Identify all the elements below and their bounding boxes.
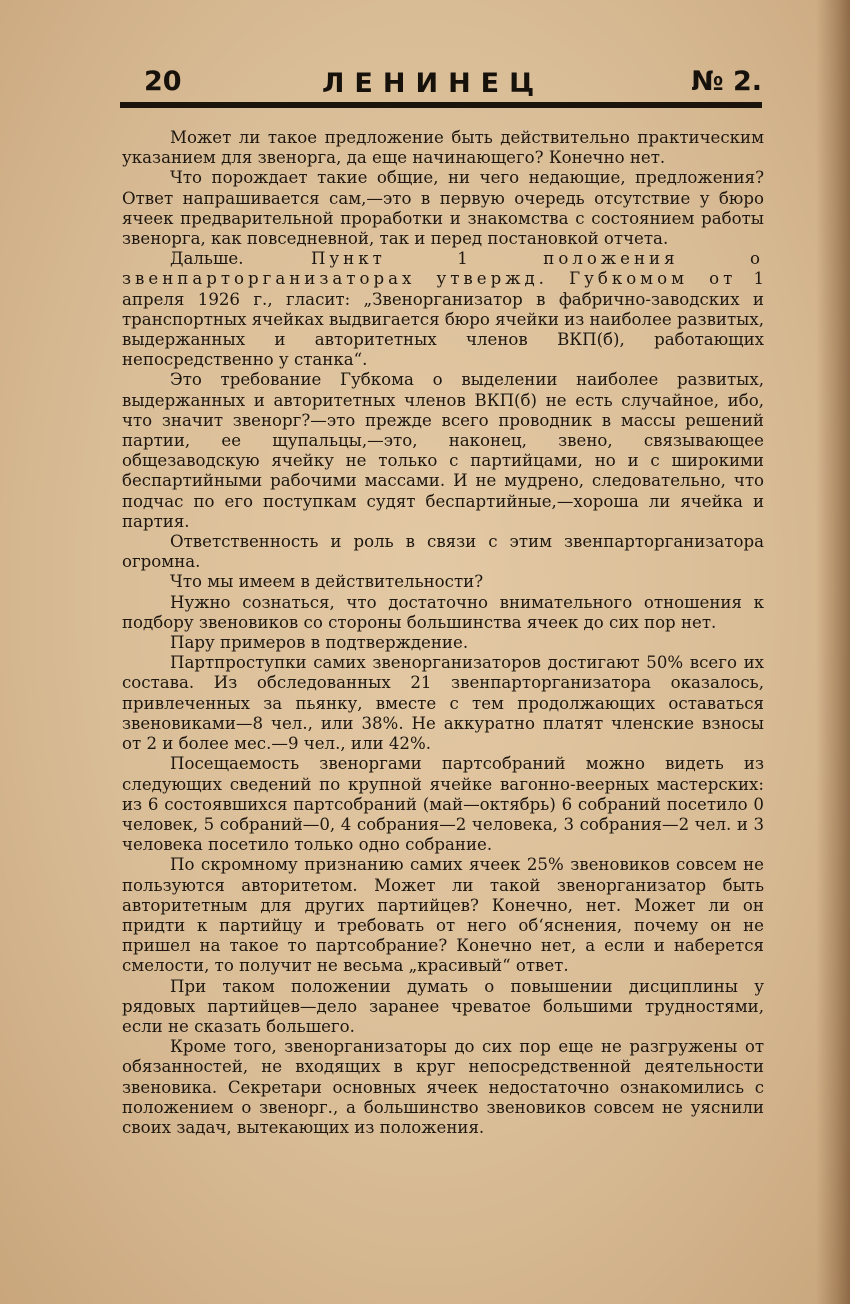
paragraph-6: Что мы имеем в действительности?: [170, 572, 484, 592]
article-body: [122, 128, 764, 1138]
paragraph-11: По скромному признанию самих ячеек 25% звеновиков совсем не пользуются авторитетом. Может ли такой звенорганизатор быть авторитетным для других партийцев? Конечно, нет. Может ли он придти к партийцу и требовать от него об‘яснения, почему он не пришел на такое то партсобрание? Конечно нет, а если и наберется смелости, то получит не весьма „красивый“ ответ.: [122, 855, 764, 976]
paragraph-10: Посещаемость звеноргами партсобраний можно видеть из следующих сведений по крупной ячейке вагонно-веерных мастерских: из 6 состоявшихся партсобраний (май—октябрь) 6 собраний посетило 0 человек, 5 собраний—0, 4 собрания—2 человека, 3 собрания—2 чел. и 3 человека посетило только одно собрание.: [122, 754, 764, 855]
paragraph-7: Нужно сознаться, что достаточно внимательного отношения к подбору звеновиков со стороны большинства ячеек до сих пор нет.: [122, 592, 764, 632]
paragraph-12: При таком положении думать о повышении дисциплины у рядовых партийцев—дело заранее чреватое большими трудностями, если не сказать большего.: [122, 976, 764, 1036]
paragraph-3-rest: 1 апреля 1926 г., гласит: „Звенорганизатор в фабрично-заводских и транспортных ячейках выдвигается бюро ячейки из наиболее развитых, выдержанных и авторитетных членов ВКП(б), работающих непосредственно у станка“.: [122, 269, 764, 370]
header-rule: [120, 102, 762, 108]
page-spine-shadow: [816, 0, 850, 1304]
paragraph-3: [122, 249, 764, 370]
paragraph-1: Может ли такое предложение быть действительно практическим указанием для звенорга, да еще начинающего? Конечно нет.: [122, 128, 764, 168]
paragraph-9: Партпроступки самих звенорганизаторов достигают 50% всего их состава. Из обследованных 21 звенпарторганизатора оказалось, привлеченных за пьянку, вместе с тем продолжающих оставаться звеновиками—8 чел., или 38%. Не аккуратно платят членские взносы от 2 и более мес.—9 чел., или 42%.: [122, 653, 764, 754]
paragraph-13: Кроме того, звенорганизаторы до сих пор еще не разгружены от обязанностей, не входящих в круг непосредственной деятельности звеновика. Секретари основных ячеек недостаточно ознакомились с положением о звенорг., а большинство звеновиков совсем не уяснили своих задач, вытекающих из положения.: [122, 1037, 764, 1137]
page-header: [122, 66, 762, 102]
journal-title: ЛЕНИНЕЦ: [322, 68, 545, 99]
issue-number: № 2.: [691, 66, 762, 97]
paragraph-3-lead: Дальше.: [170, 249, 244, 269]
paragraph-2: Что порождает такие общие, ни чего недающие, предложения? Ответ напрашивается сам,—это в первую очередь отсутствие у бюро ячеек предварительной проработки и знакомства с состоянием работы звенорга, как повседневной, так и перед постановкой отчета.: [122, 168, 764, 249]
page-number: 20: [144, 66, 182, 97]
paragraph-4: Это требование Губкома о выделении наиболее развитых, выдержанных и авторитетных членов ВКП(б) не есть случайное, ибо, что значит звенорг?—это прежде всего проводник в массы решений партии, ее щупальцы,—это, наконец, звено, связывающее общезаводскую ячейку не только с партийцами, но и с широкими беспартийными рабочими массами. И не мудрено, следовательно, что подчас по его поступкам судят беспартийные,—хороша ли ячейка и партия.: [122, 370, 764, 531]
paragraph-8: Пару примеров в подтверждение.: [170, 633, 469, 653]
paragraph-3-spaced: Пункт 1 положения о звенпарторганизаторах утвержд. Губкомом от: [122, 249, 764, 289]
paragraph-5: Ответственность и роль в связи с этим звенпарторганизатора огромна.: [122, 532, 764, 572]
